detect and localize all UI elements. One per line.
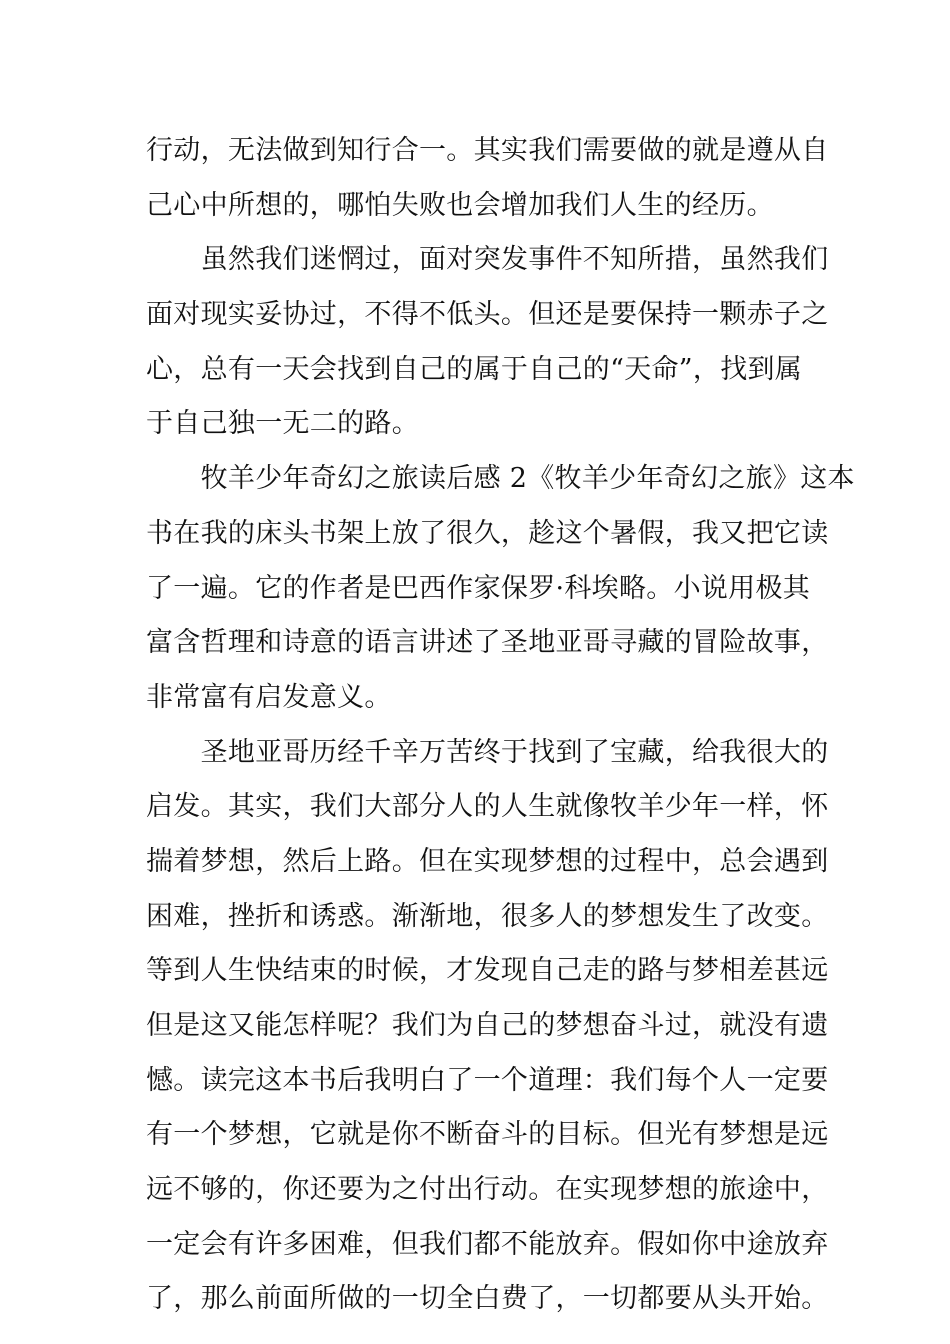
text-line: 虽然我们迷惘过，面对突发事件不知所措，虽然我们 <box>146 244 829 276</box>
text-line: 憾。读完这本书后我明白了一个道理：我们每个人一定要 <box>146 1064 829 1096</box>
text-line: 行动，无法做到知行合一。其实我们需要做的就是遵从自 <box>146 135 829 166</box>
text-line: 于自己独一无二的路。 <box>146 408 419 440</box>
text-line: 启发。其实，我们大部分人的人生就像牧羊少年一样，怀 <box>146 791 829 823</box>
text-line: 揣着梦想，然后上路。但在实现梦想的过程中，总会遇到 <box>146 845 829 877</box>
text-line: 了一遍。它的作者是巴西作家保罗·科埃略。小说用极其 <box>146 572 811 604</box>
text-line: 等到人生快结束的时候，才发现自己走的路与梦相差甚远 <box>146 955 829 987</box>
text-line: 了，那么前面所做的一切全白费了，一切都要从头开始。 <box>146 1283 829 1315</box>
text-line: 一定会有许多困难，但我们都不能放弃。假如你中途放弃 <box>146 1228 829 1260</box>
text-line: 书在我的床头书架上放了很久，趁这个暑假，我又把它读 <box>146 517 829 549</box>
text-line: 非常富有启发意义。 <box>146 681 392 713</box>
text-line: 圣地亚哥历经千辛万苦终于找到了宝藏，给我很大的 <box>146 736 829 768</box>
text-line: 面对现实妥协过，不得不低头。但还是要保持一颗赤子之 <box>146 299 829 331</box>
text-line: 但是这又能怎样呢？我们为自己的梦想奋斗过，就没有遗 <box>146 1010 829 1041</box>
text-line: 己心中所想的，哪怕失败也会增加我们人生的经历。 <box>146 189 774 221</box>
body-text <box>146 124 855 1327</box>
text-line: 有一个梦想，它就是你不断奋斗的目标。但光有梦想是远 <box>146 1119 829 1151</box>
text-line: 困难，挫折和诱惑。渐渐地，很多人的梦想发生了改变。 <box>146 900 829 932</box>
text-line: 富含哲理和诗意的语言讲述了圣地亚哥寻藏的冒险故事， <box>146 627 829 659</box>
text-line: 牧羊少年奇幻之旅读后感 2《牧羊少年奇幻之旅》这本 <box>146 463 855 495</box>
text-line: 心，总有一天会找到自己的属于自己的“天命”，找到属 <box>146 353 803 385</box>
text-line: 远不够的，你还要为之付出行动。在实现梦想的旅途中， <box>146 1174 829 1206</box>
